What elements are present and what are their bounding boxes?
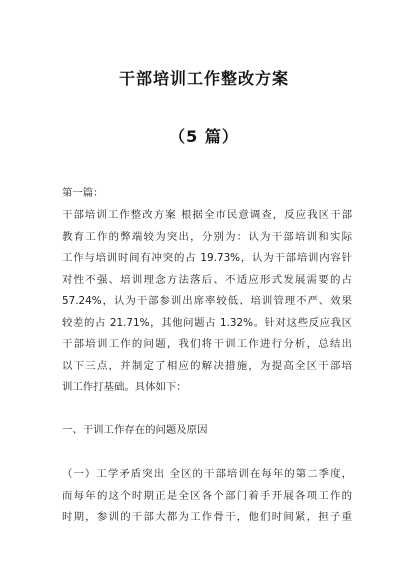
paragraph-line: 对性不强、培训理念方法落后、不适应形式发展需要的占	[62, 273, 352, 286]
paragraph-line: 而每年的这个时期正是全区各个部门着手开展各项工作的	[62, 489, 352, 502]
paragraph-intro	[62, 205, 352, 399]
paragraph-issue-1	[62, 464, 352, 529]
paragraph-line: 教育工作的弊端较为突出，分别为：认为干部培训和实际	[62, 230, 352, 243]
paragraph-line: 干部培训工作的问题，我们将干训工作进行分析，总结出	[62, 338, 352, 350]
paragraph-line: 训工作打基础。具体如下：	[62, 381, 187, 393]
section-label: 第一篇：	[62, 187, 104, 199]
document-subtitle: （5 篇）	[169, 127, 239, 146]
document-title: 干部培训工作整改方案	[118, 69, 289, 88]
paragraph-line: 57.24%，认为干部参训出席率较低、培训管理不严、效果	[62, 295, 352, 307]
section-heading: 一、干训工作存在的问题及原因	[62, 424, 208, 436]
paragraph-line: （一）工学矛盾突出 全区的干部培训在每年的第二季度，	[62, 468, 352, 480]
paragraph-line: 工作与培训时间有冲突的占 19.73%，认为干部培训内容针	[62, 252, 352, 264]
paragraph-line: 较差的占 21.71%，其他问题占 1.32%。针对这些反应我区	[62, 316, 352, 329]
paragraph-line: 时期，参训的干部大都为工作骨干，他们时间紧，担子重	[62, 511, 352, 523]
paragraph-line: 干部培训工作整改方案 根据全市民意调查，反应我区干部	[62, 209, 352, 221]
paragraph-line: 以下三点，并制定了相应的解决措施，为提高全区干部培	[62, 359, 352, 372]
